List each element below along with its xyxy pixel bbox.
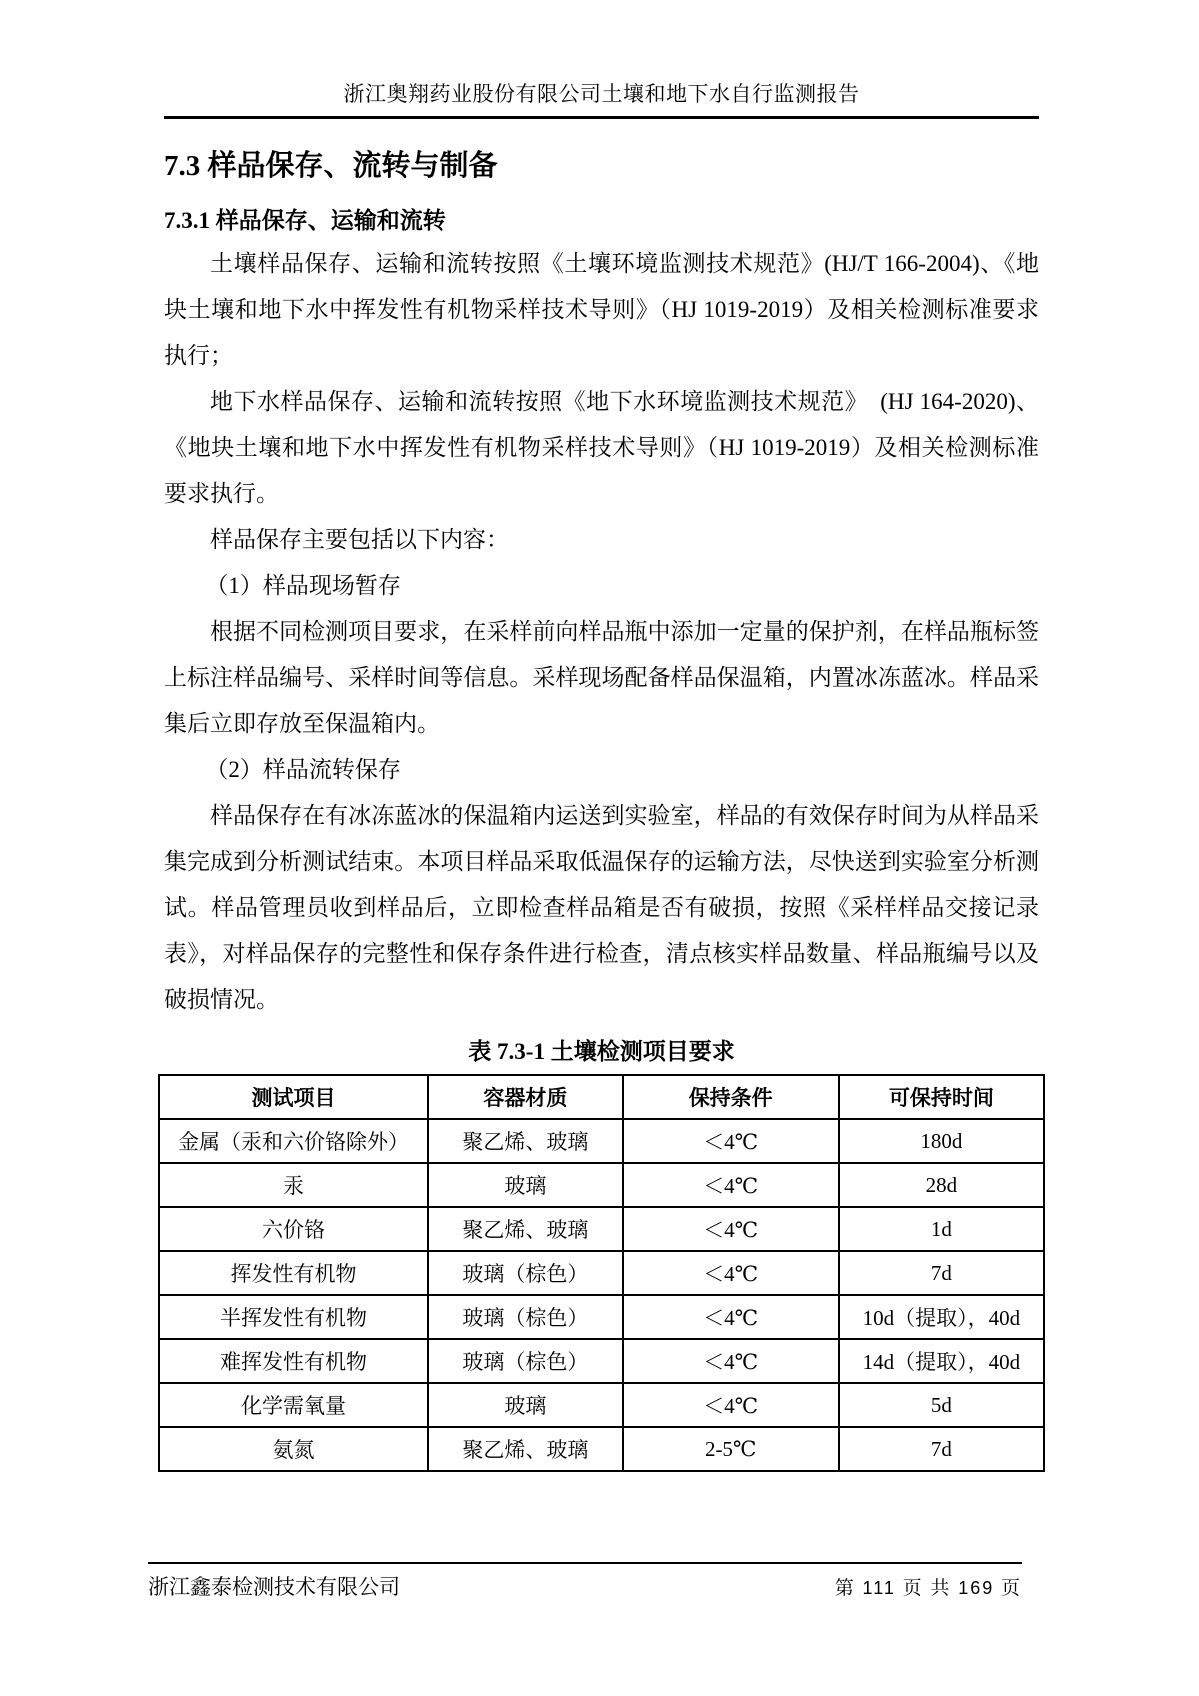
table-cell: ＜4℃ (623, 1163, 839, 1207)
table-cell: 玻璃（棕色） (428, 1339, 623, 1383)
table-cell: 难挥发性有机物 (159, 1339, 428, 1383)
paragraph: 地下水样品保存、运输和流转按照《地下水环境监测技术规范》 (HJ 164-2020)、《地块土壤和地下水中挥发性有机物采样技术导则》（HJ 1019-2019）及相关检测标准要求执行。 (164, 389, 1039, 506)
header-rule (164, 116, 1039, 119)
table-cell: 7d (839, 1251, 1044, 1295)
table-row (159, 1251, 1044, 1295)
table-cell: ＜4℃ (623, 1383, 839, 1427)
page-footer (148, 1562, 1022, 1601)
paragraph-item: （2）样品流转保存 (205, 757, 401, 782)
footer-page-prefix: 第 (834, 1578, 856, 1599)
paragraph: 土壤样品保存、运输和流转按照《土壤环境监测技术规范》(HJ/T 166-2004)、《地块土壤和地下水中挥发性有机物采样技术导则》（HJ 1019-2019）及相关检测标准要求执行； (164, 251, 1039, 368)
table-cell: 聚乙烯、玻璃 (428, 1119, 623, 1163)
table-header-cell: 容器材质 (428, 1075, 623, 1119)
table-caption: 表 7.3-1 土壤检测项目要求 (468, 1039, 735, 1064)
subsection-title: 7.3.1 样品保存、运输和流转 (164, 208, 446, 233)
table-cell: ＜4℃ (623, 1295, 839, 1339)
paragraph: 样品保存主要包括以下内容： (210, 527, 509, 552)
body-text (164, 241, 1039, 1023)
section-title: 7.3 样品保存、流转与制备 (164, 150, 498, 182)
table-cell: 玻璃（棕色） (428, 1295, 623, 1339)
table-cell: 玻璃 (428, 1163, 623, 1207)
table-row (159, 1339, 1044, 1383)
table-cell: 六价铬 (159, 1207, 428, 1251)
table-row (159, 1295, 1044, 1339)
table-row (159, 1383, 1044, 1427)
paragraph: 根据不同检测项目要求，在采样前向样品瓶中添加一定量的保护剂，在样品瓶标签上标注样品编号、采样时间等信息。采样现场配备样品保温箱，内置冰冻蓝冰。样品采集后立即存放至保温箱内。 (164, 619, 1039, 736)
table-cell: 挥发性有机物 (159, 1251, 428, 1295)
table-cell: 化学需氧量 (159, 1383, 428, 1427)
table-cell: 氨氮 (159, 1427, 428, 1471)
table-cell: 2-5℃ (623, 1427, 839, 1471)
paragraph-item: （1）样品现场暂存 (205, 573, 401, 598)
table-header-cell: 测试项目 (159, 1075, 428, 1119)
table-cell: 聚乙烯、玻璃 (428, 1207, 623, 1251)
footer-page-number (835, 1573, 1022, 1600)
footer-page-middle: 页 共 (902, 1578, 952, 1599)
table-cell: 玻璃 (428, 1383, 623, 1427)
table-cell: 7d (839, 1427, 1044, 1471)
page-header (164, 0, 1039, 119)
table-cell: 5d (839, 1383, 1044, 1427)
footer-company: 浙江鑫泰检测技术有限公司 (148, 1575, 400, 1599)
table-row (159, 1427, 1044, 1471)
table-cell: 玻璃（棕色） (428, 1251, 623, 1295)
table-header-cell: 可保持时间 (839, 1075, 1044, 1119)
table-row (159, 1119, 1044, 1163)
table-cell: 1d (839, 1207, 1044, 1251)
table-row (159, 1207, 1044, 1251)
table-cell: ＜4℃ (623, 1207, 839, 1251)
table-cell: 半挥发性有机物 (159, 1295, 428, 1339)
footer-page-suffix: 页 (1000, 1578, 1022, 1599)
table-cell: 汞 (159, 1163, 428, 1207)
table-row (159, 1163, 1044, 1207)
table-cell: 10d（提取），40d (839, 1295, 1044, 1339)
table-header-cell: 保持条件 (623, 1075, 839, 1119)
table-cell: 金属（汞和六价铬除外） (159, 1119, 428, 1163)
footer-page-current: 111 (862, 1578, 896, 1598)
table-cell: ＜4℃ (623, 1119, 839, 1163)
table-cell: ＜4℃ (623, 1251, 839, 1295)
header-title: 浙江奥翔药业股份有限公司土壤和地下水自行监测报告 (343, 82, 860, 106)
soil-test-requirements-table (158, 1074, 1045, 1472)
table-header-row (159, 1075, 1044, 1119)
footer-page-total: 169 (958, 1578, 995, 1598)
table-cell: 180d (839, 1119, 1044, 1163)
table-cell: 28d (839, 1163, 1044, 1207)
paragraph: 样品保存在有冰冻蓝冰的保温箱内运送到实验室，样品的有效保存时间为从样品采集完成到分析测试结束。本项目样品采取低温保存的运输方法，尽快送到实验室分析测试。样品管理员收到样品后，立即检查样品箱是否有破损，按照《采样样品交接记录表》，对样品保存的完整性和保存条件进行检查，清点核实样品数量、样品瓶编号以及破损情况。 (164, 803, 1039, 1012)
table-cell: ＜4℃ (623, 1339, 839, 1383)
table-cell: 14d（提取），40d (839, 1339, 1044, 1383)
table-cell: 聚乙烯、玻璃 (428, 1427, 623, 1471)
